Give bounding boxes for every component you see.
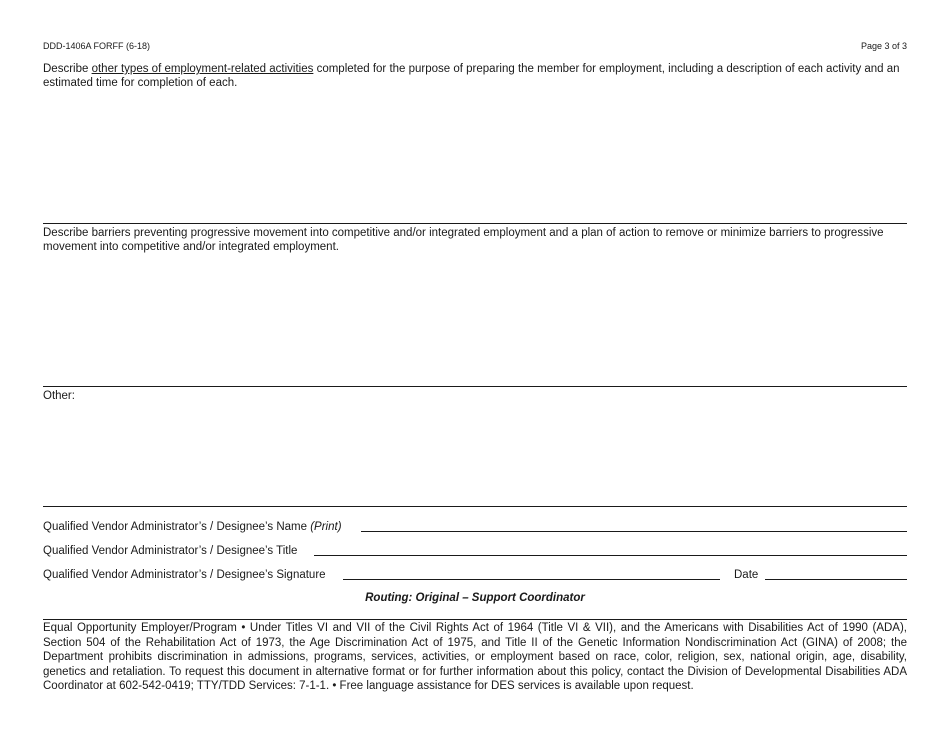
activities-underlined-term: other types of employment-related activities <box>91 63 314 75</box>
form-id: DDD-1406A FORFF (6-18) <box>43 41 151 51</box>
name-field[interactable] <box>361 531 907 532</box>
name-label: Qualified Vendor Administrator’s / Designee’s Name (Print) <box>43 521 342 533</box>
page-number: Page 3 of 3 <box>860 41 907 51</box>
other-divider <box>43 506 907 507</box>
date-field[interactable] <box>765 579 907 580</box>
other-label: Other: <box>43 390 75 402</box>
other-response-area[interactable] <box>43 405 907 503</box>
activities-suffix: completed for the purpose of preparing the member for employment, including a description of each activity and an estimated time for completion of each. <box>43 63 900 89</box>
activities-divider <box>43 223 907 224</box>
title-field[interactable] <box>314 555 907 556</box>
activities-response-area[interactable] <box>43 92 907 220</box>
print-hint: (Print) <box>310 521 342 533</box>
title-label: Qualified Vendor Administrator’s / Designee’s Title <box>43 545 298 557</box>
routing-note: Routing: Original – Support Coordinator <box>365 592 585 604</box>
signature-field[interactable] <box>343 579 720 580</box>
activities-prefix: Describe <box>43 63 92 75</box>
barriers-response-area[interactable] <box>43 256 907 384</box>
footer-divider <box>43 619 907 620</box>
eeo-statement: Equal Opportunity Employer/Program • Under Titles VI and VII of the Civil Rights Act of 1964 (Title VI & VII), and the Americans with Disabilities Act of 1990 (ADA), Section 504 of the Rehabilitation Act of 1973, the Age Discrimination Act of 1975, and Title II of the Genetic Information Nondiscrimination Act (GINA) of 2008; the Department prohibits discrimination in admissions, programs, services, activities, or employment based on race, color, religion, sex, national origin, age, disability, genetics and retaliation. To request this document in alternative format or for further information about this policy, contact the Division of Developmental Disabilities ADA Coordinator at 602-542-0419; TTY/TDD Services: 7-1-1. • Free language assistance for DES services is available upon request. <box>43 622 907 692</box>
signature-label: Qualified Vendor Administrator’s / Designee’s Signature <box>43 569 326 581</box>
barriers-divider <box>43 386 907 387</box>
activities-instruction <box>43 62 907 90</box>
barriers-instruction: Describe barriers preventing progressive movement into competitive and/or integrated employment and a plan of action to remove or minimize barriers to progressive movement into competitive and/or integrated employment. <box>43 227 884 253</box>
date-label: Date <box>734 569 759 581</box>
